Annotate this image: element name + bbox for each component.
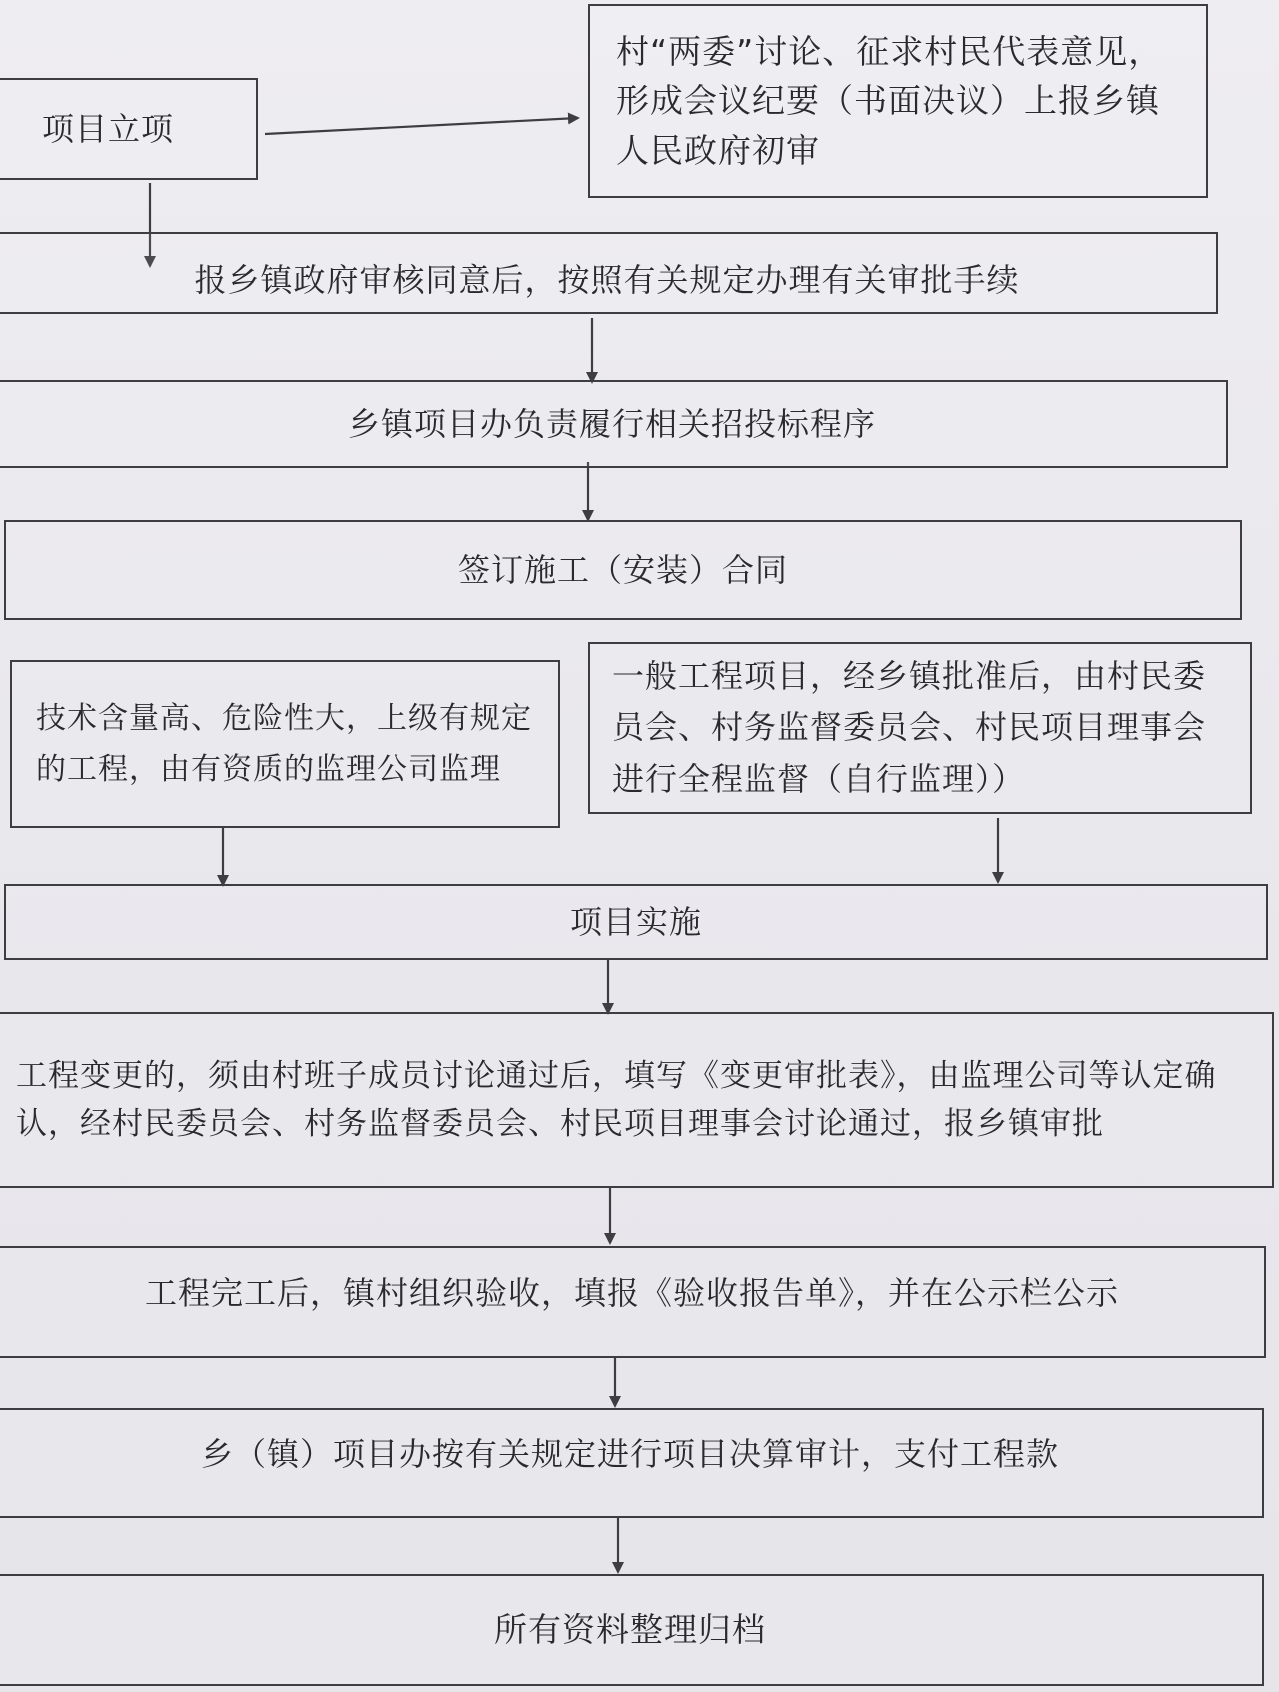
box-bidding-text: 乡镇项目办负责履行相关招投标程序 (347, 405, 876, 443)
box-implementation-text: 项目实施 (569, 903, 702, 941)
box-acceptance-text: 工程完工后，镇村组织验收，填报《验收报告单》，并在公示栏公示 (144, 1274, 1119, 1312)
box-implementation (4, 884, 1268, 960)
box-audit-payment (0, 1408, 1264, 1518)
arrow-start-to-village-review (265, 118, 578, 134)
box-supervision-self (588, 642, 1252, 814)
box-audit-payment-text: 乡（镇）项目办按有关规定进行项目决算审计，支付工程款 (200, 1435, 1059, 1473)
box-acceptance (0, 1246, 1266, 1358)
box-supervision-company (10, 660, 560, 828)
box-change-approval (0, 1012, 1274, 1188)
box-contract (4, 520, 1242, 620)
box-supervision-self-text: 一般工程项目，经乡镇批准后，由村民委员会、村务监督委员会、村民项目理事会进行全程监督（自行监理）） (612, 657, 1207, 798)
box-supervision-company-text: 技术含量高、危险性大，上级有规定的工程，由有资质的监理公司监理 (36, 701, 532, 787)
box-start-text: 项目立项 (42, 110, 175, 148)
box-bidding (0, 380, 1228, 468)
box-start (0, 78, 258, 180)
box-village-review (588, 4, 1208, 198)
box-town-approval-text: 报乡镇政府审核同意后，按照有关规定办理有关审批手续 (194, 261, 1020, 299)
box-change-approval-text: 工程变更的，须由村班子成员讨论通过后，填写《变更审批表》，由监理公司等认定确认，经村民委员会、村务监督委员会、村民项目理事会讨论通过，报乡镇审批 (16, 1057, 1217, 1142)
box-archive-text: 所有资料整理归档 (494, 1610, 766, 1650)
box-village-review-text: 村“两委”讨论、征求村民代表意见，形成会议纪要（书面决议）上报乡镇人民政府初审 (616, 31, 1163, 170)
box-town-approval (0, 232, 1218, 314)
box-archive (0, 1574, 1264, 1686)
box-contract-text: 签订施工（安装）合同 (457, 551, 788, 589)
